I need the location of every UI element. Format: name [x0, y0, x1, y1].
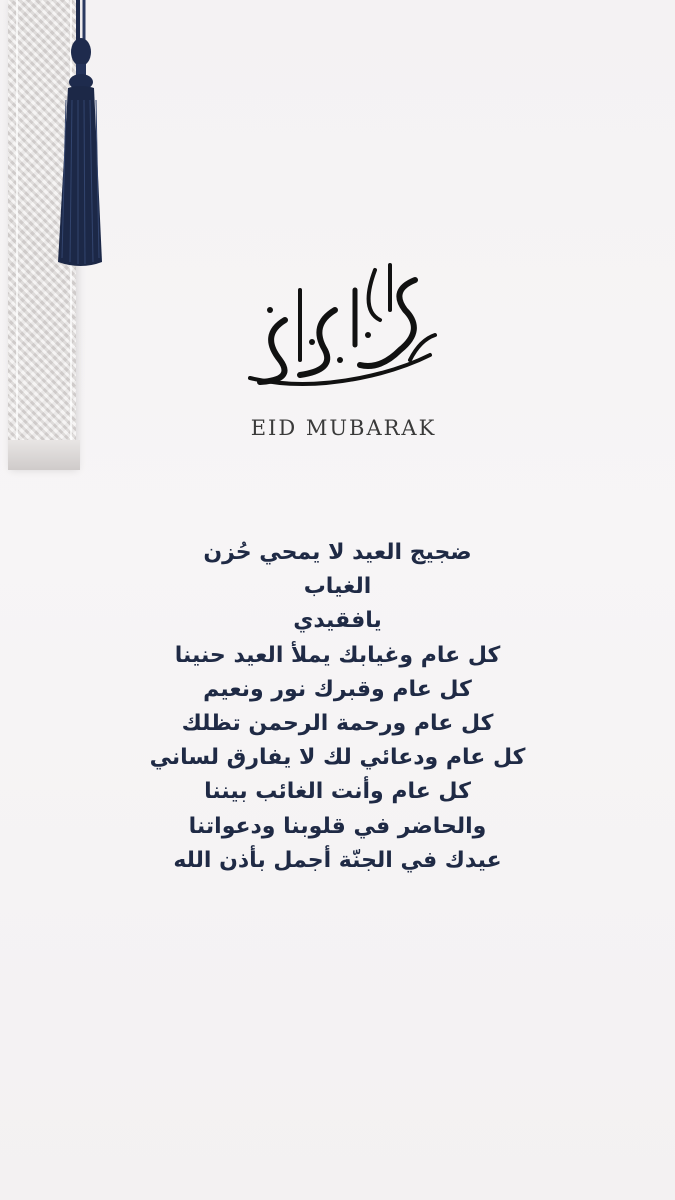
panel-base: [8, 440, 80, 470]
eid-mubarak-calligraphy-logo: [240, 250, 440, 400]
poem-line: كل عام وقبرك نور ونعيم: [203, 676, 472, 702]
eid-mubarak-title: EID MUBARAK: [250, 416, 437, 440]
poem-line: كل عام وغيابك يملأ العيد حنينا: [174, 642, 501, 668]
poem-line: كل عام ودعائي لك لا يفارق لساني: [149, 745, 526, 771]
poem-line: يافقيدي: [293, 608, 382, 634]
poem-line: عيدك في الجنّة أجمل بأذن الله: [173, 847, 502, 873]
poem-text: [0, 536, 675, 878]
tassel-icon: [40, 0, 120, 280]
poem-line: كل عام ورحمة الرحمن تظلك: [181, 711, 494, 737]
poem-line: ضجيج العيد لا يمحي حُزن: [203, 540, 472, 565]
poem-line: الغياب: [303, 574, 372, 600]
poem-line: كل عام وأنت الغائب بيننا: [204, 779, 471, 805]
poem-line: والحاضر في قلوبنا ودعواتنا: [188, 813, 487, 839]
